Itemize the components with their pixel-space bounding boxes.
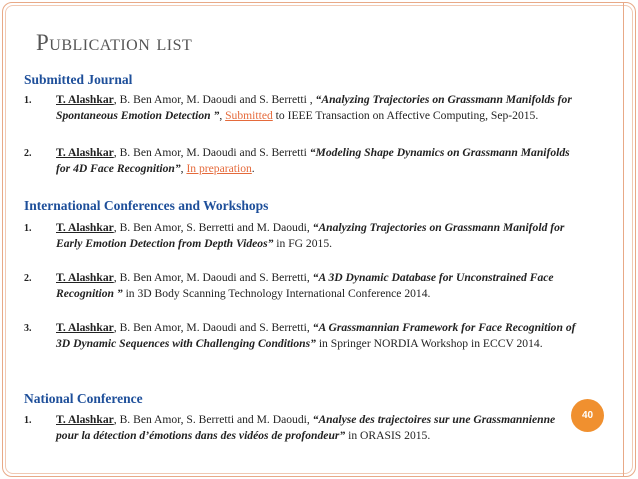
coauthors: , B. Ben Amor, M. Daoudi and S. Berretti	[113, 146, 310, 159]
author-name: T. Alashkar	[56, 146, 114, 159]
venue: to IEEE Transaction on Affective Computing, Sep-2015.	[272, 109, 539, 123]
section-heading-national: National Conference	[24, 391, 143, 406]
item-number: 2.	[24, 148, 32, 159]
list-item-conference-2	[24, 270, 576, 302]
author-name: T. Alashkar	[56, 93, 114, 106]
venue: in Springer NORDIA Workshop in ECCV 2014.	[315, 337, 543, 351]
paper-title: “Analyzing Trajectories on Grassmann Manifold for Early Emotion Detection from Depth Videos”	[56, 221, 565, 251]
paper-title: “Analyse des trajectoires sur une Grassmannienne pour la détection d’émotions dans des vidéos de profondeur”	[56, 413, 556, 443]
coauthors: , B. Ben Amor, M. Daoudi and S. Berretti,	[113, 321, 313, 334]
author-name: T. Alashkar	[56, 321, 114, 334]
paper-title: “A 3D Dynamic Database for Unconstrained Face Recognition ”	[56, 271, 554, 301]
item-number: 1.	[24, 95, 32, 106]
separator: ,	[219, 109, 226, 123]
page-number-badge: 40	[571, 399, 604, 432]
list-item-journal-1	[24, 92, 576, 124]
slide-frame-band	[623, 2, 636, 477]
coauthors: , B. Ben Amor, S. Berretti and M. Daoudi,	[113, 221, 313, 234]
venue: .	[251, 162, 255, 176]
venue: in 3D Body Scanning Technology International Conference 2014.	[122, 287, 431, 301]
coauthors: , B. Ben Amor, M. Daoudi and S. Berretti ,	[113, 93, 316, 106]
paper-title: “A Grassmannian Framework for Face Recognition of 3D Dynamic Sequences with Challenging Conditions”	[56, 321, 576, 351]
section-heading-conferences: International Conferences and Workshops	[24, 198, 269, 213]
coauthors: , B. Ben Amor, S. Berretti and M. Daoudi,	[113, 413, 313, 426]
item-number: 3.	[24, 323, 32, 334]
venue: in FG 2015.	[273, 237, 333, 251]
section-heading-journal: Submitted Journal	[24, 72, 133, 87]
venue: in ORASIS 2015.	[345, 429, 431, 443]
item-number: 1.	[24, 223, 32, 234]
status-link[interactable]: Submitted	[225, 109, 273, 123]
page-title: Publication list	[36, 30, 193, 55]
separator: ,	[180, 162, 187, 176]
list-item-national-1	[24, 412, 576, 444]
list-item-conference-3	[24, 320, 576, 352]
paper-title: “Modeling Shape Dynamics on Grassmann Manifolds for 4D Face Recognition”	[56, 146, 570, 176]
status-link[interactable]: In preparation	[186, 162, 252, 176]
item-number: 2.	[24, 273, 32, 284]
list-item-journal-2	[24, 145, 576, 177]
item-number: 1.	[24, 415, 32, 426]
author-name: T. Alashkar	[56, 221, 114, 234]
author-name: T. Alashkar	[56, 271, 114, 284]
paper-title: “Analyzing Trajectories on Grassmann Manifolds for Spontaneous Emotion Detection ”	[56, 93, 572, 123]
list-item-conference-1	[24, 220, 576, 252]
coauthors: , B. Ben Amor, M. Daoudi and S. Berretti,	[113, 271, 313, 284]
author-name: T. Alashkar	[56, 413, 114, 426]
